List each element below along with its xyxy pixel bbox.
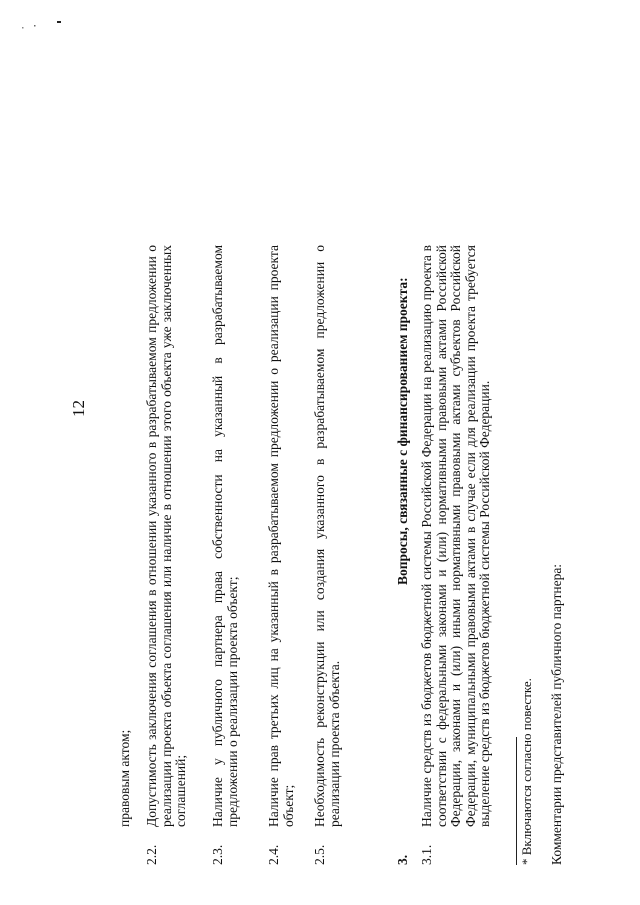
comments-label: Комментарии представителей публичного партнера: (549, 563, 564, 865)
footnote-rule (516, 737, 517, 865)
section-title: Вопросы, связанные с финансированием проекта: (395, 277, 410, 585)
item-number: 2.4. (266, 844, 281, 865)
item-number: 2.3. (210, 844, 225, 865)
item-2-3 (211, 245, 240, 865)
item-text: Наличие прав третьих лиц на указанный в разрабатываемом предложении о реализации проекта объект; (266, 245, 296, 827)
footnote: * Включаются согласно повестке. (519, 678, 534, 865)
section-3-heading (395, 185, 411, 865)
item-2-5 (313, 245, 342, 865)
item-number: 3.1. (419, 844, 434, 865)
continuation-text: правовым актом; (117, 729, 132, 827)
item-text: Допустимость заключения соглашения в отношении указанного в разрабатываемом предложении о реализации проекта объекта соглашения или наличие в отношении этого объекта уже заключенных соглашений; (144, 245, 189, 827)
item-2-4 (267, 245, 296, 865)
item-text: Наличие средств из бюджетов бюджетной системы Российской Федерации на реализацию проекта в соответствии с федеральными законами и (или) нормативными правовыми актами Российской Федерации, законами и (или) иными нормативными правовыми актами субъектов Российской Федерации, муниципальными правовыми актами в случае если для реализации проекта требуется выделение средств из бюджетов бюджетной системы Российской Федерации. (419, 245, 493, 827)
item-3-1 (420, 245, 493, 865)
scan-specks (0, 0, 80, 40)
section-number: 3. (395, 854, 410, 865)
item-number: 2.2. (144, 844, 159, 865)
page-number: 12 (69, 400, 88, 417)
item-text: Необходимость реконструкции или создания указанного в разрабатываемом предложении о реализации проекта объекта. (312, 245, 342, 827)
item-number: 2.5. (312, 844, 327, 865)
rotated-page (45, 75, 605, 895)
item-2-2 (145, 245, 189, 865)
item-text: Наличие у публичного партнера права собственности на указанный в разрабатываемом предложении о реализации проекта объект; (210, 245, 240, 827)
